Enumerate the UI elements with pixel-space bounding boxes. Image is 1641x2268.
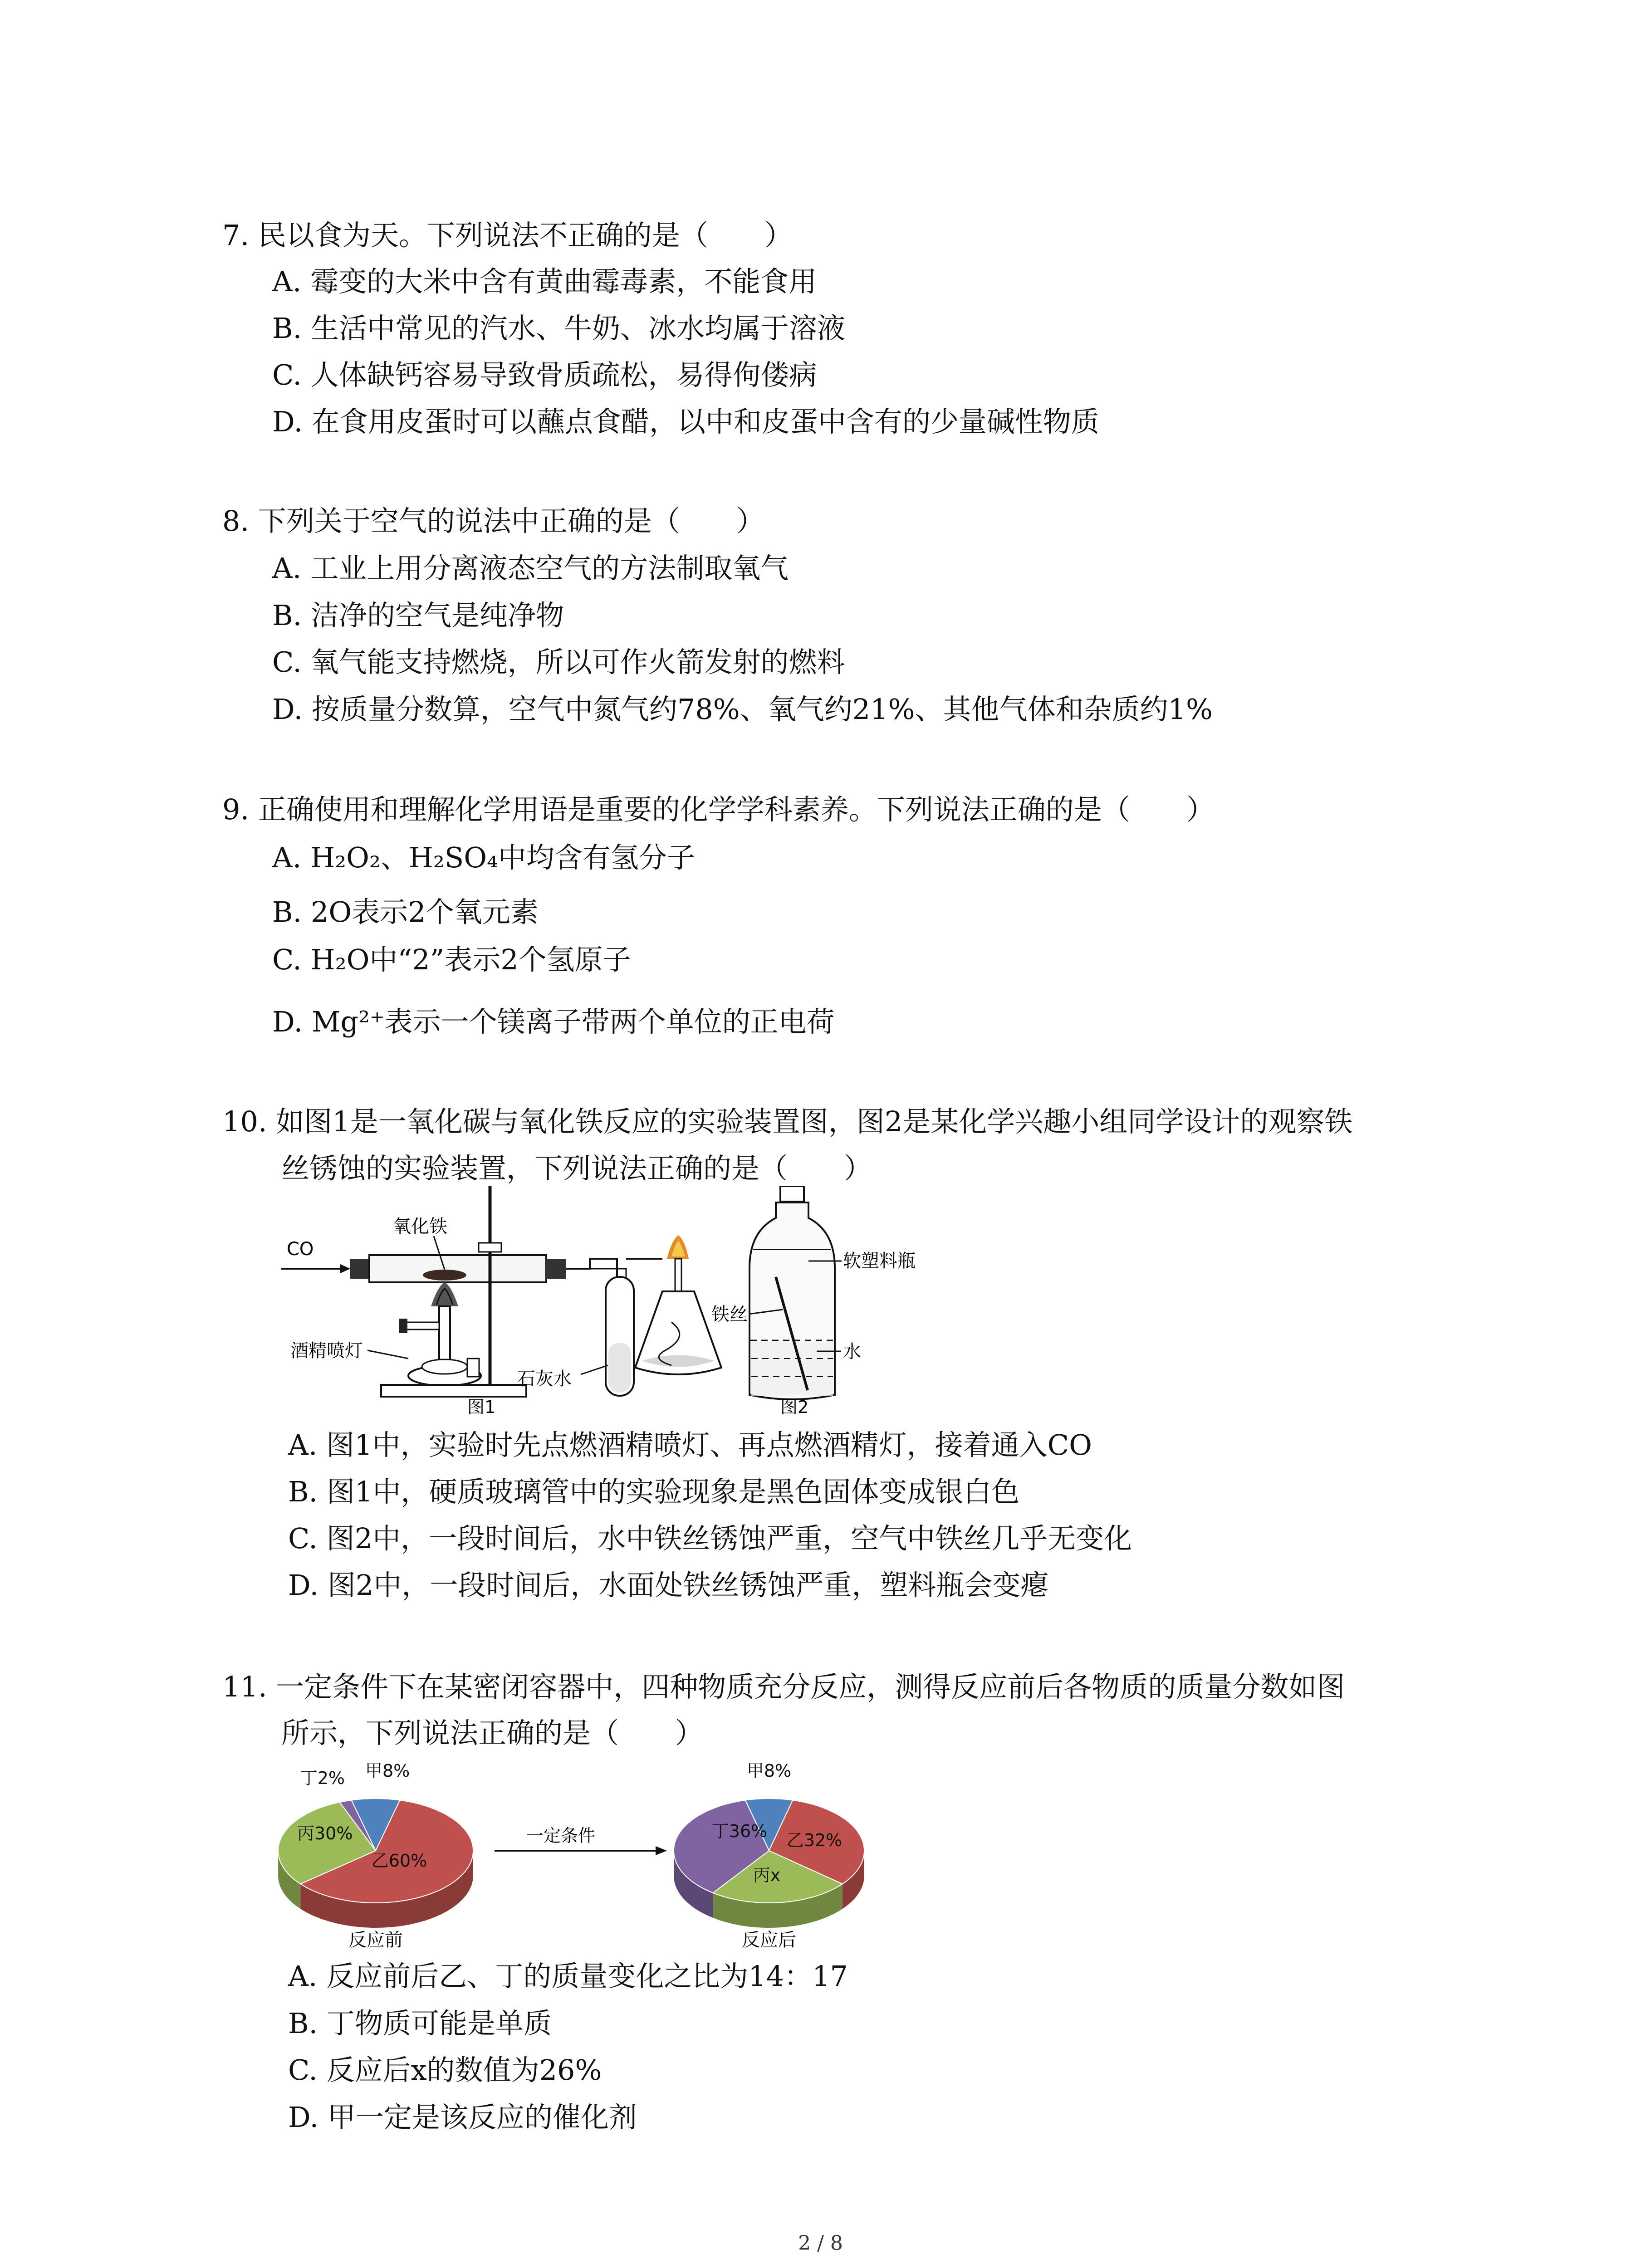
iron-oxide-powder [423,1270,466,1281]
pie-after-title: 反应后 [742,1930,796,1950]
stand-base [381,1385,526,1397]
pie-after-label-ding: 丁36% [711,1821,768,1841]
question-8-option-c: C. 氧气能支持燃烧，所以可作火箭发射的燃料 [272,645,845,679]
question-11-option-d: D. 甲一定是该反应的催化剂 [288,2101,637,2134]
figure-2-caption: 图2 [780,1397,809,1417]
stand-clamp [479,1243,501,1252]
question-9-option-d: D. Mg²⁺表示一个镁离子带两个单位的正电荷 [272,1005,835,1038]
question-10-stem-line1: 10. 如图1是一氧化碳与氧化铁反应的实验装置图，图2是某化学兴趣小组同学设计的观察铁 [222,1105,1353,1138]
question-7-stem: 7. 民以食为天。下列说法不正确的是（ ） [222,219,793,252]
pie-after-label-jia: 甲8% [746,1761,792,1781]
pie-before-label-yi: 乙60% [371,1851,427,1871]
question-7-option-b: B. 生活中常见的汽水、牛奶、冰水均属于溶液 [272,312,845,345]
pie-before-label-bing: 丙30% [297,1823,353,1843]
right-stopper [546,1259,566,1279]
water-label: 水 [843,1341,861,1362]
bottle-label: 软塑料瓶 [843,1251,916,1271]
pie-charts-figure [272,1753,898,1955]
condition-arrow-head-icon [656,1846,667,1855]
question-10-option-d: D. 图2中，一段时间后，水面处铁丝锈蚀严重，塑料瓶会变瘪 [288,1569,1049,1602]
question-11-stem-line2: 所示，下列说法正确的是（ ） [281,1716,704,1750]
bottle-cap [780,1186,804,1202]
co-arrow-head-icon [340,1264,350,1273]
pie-after-label-bing: 丙x [753,1865,781,1885]
question-10-option-c: C. 图2中，一段时间后，水中铁丝锈蚀严重，空气中铁丝几乎无变化 [288,1522,1132,1555]
pie-before-label-ding: 丁2% [300,1768,345,1788]
question-10-stem-line2: 丝锈蚀的实验装置，下列说法正确的是（ ） [281,1152,872,1185]
condition-label: 一定条件 [526,1826,596,1846]
limewater-label: 石灰水 [517,1369,572,1389]
pie-chart-before [278,1761,473,1928]
limewater [608,1343,631,1393]
pie-after-label-yi: 乙32% [786,1830,843,1850]
left-stopper [350,1259,369,1279]
question-8-option-a: A. 工业上用分离液态空气的方法制取氧气 [272,552,789,585]
question-8-option-b: B. 洁净的空气是纯净物 [272,599,564,632]
pie-chart-after [674,1761,864,1928]
question-7-option-c: C. 人体缺钙容易导致骨质疏松，易得佝偻病 [272,358,817,391]
question-9-option-a: A. H₂O₂、H₂SO₄中均含有氢分子 [272,841,695,874]
question-8-option-d: D. 按质量分数算，空气中氮气约78%、氧气约21%、其他气体和杂质约1% [272,693,1213,726]
question-9-stem: 9. 正确使用和理解化学用语是重要的化学学科素养。下列说法正确的是（ ） [222,793,1215,826]
iron-oxide-label: 氧化铁 [393,1216,447,1237]
question-7-option-d: D. 在食用皮蛋时可以蘸点食醋，以中和皮蛋中含有的少量碱性物质 [272,405,1099,438]
water [751,1342,833,1396]
question-10-option-a: A. 图1中，实验时先点燃酒精喷灯、再点燃酒精灯，接着通入CO [288,1428,1092,1461]
question-9-option-b: B. 2O表示2个氧元素 [272,895,539,929]
page-number: 2 / 8 [798,2232,843,2255]
iron-wire-label: 铁丝 [711,1304,748,1325]
co-label: CO [287,1239,314,1260]
figure-1-caption: 图1 [467,1397,496,1417]
pie-before-label-jia: 甲8% [365,1761,410,1781]
apparatus-figure [272,1186,916,1422]
question-11-option-c: C. 反应后x的数值为26% [288,2053,602,2087]
blowtorch-flame-icon [431,1282,458,1306]
question-8-stem: 8. 下列关于空气的说法中正确的是（ ） [222,504,764,538]
question-11-option-a: A. 反应前后乙、丁的质量变化之比为14：17 [288,1960,848,1993]
question-11-stem-line1: 11. 一定条件下在某密闭容器中，四种物质充分反应，测得反应前后各物质的质量分数如图 [222,1670,1345,1703]
question-11-option-b: B. 丁物质可能是单质 [288,2007,552,2040]
pie-before-title: 反应前 [348,1930,403,1950]
question-7-option-a: A. 霉变的大米中含有黄曲霉毒素，不能食用 [272,265,817,298]
question-10-option-b: B. 图1中，硬质玻璃管中的实验现象是黑色固体变成银白色 [288,1475,1020,1508]
question-9-option-c: C. H₂O中“2”表示2个氢原子 [272,943,631,976]
blowtorch-label: 酒精喷灯 [290,1340,363,1361]
